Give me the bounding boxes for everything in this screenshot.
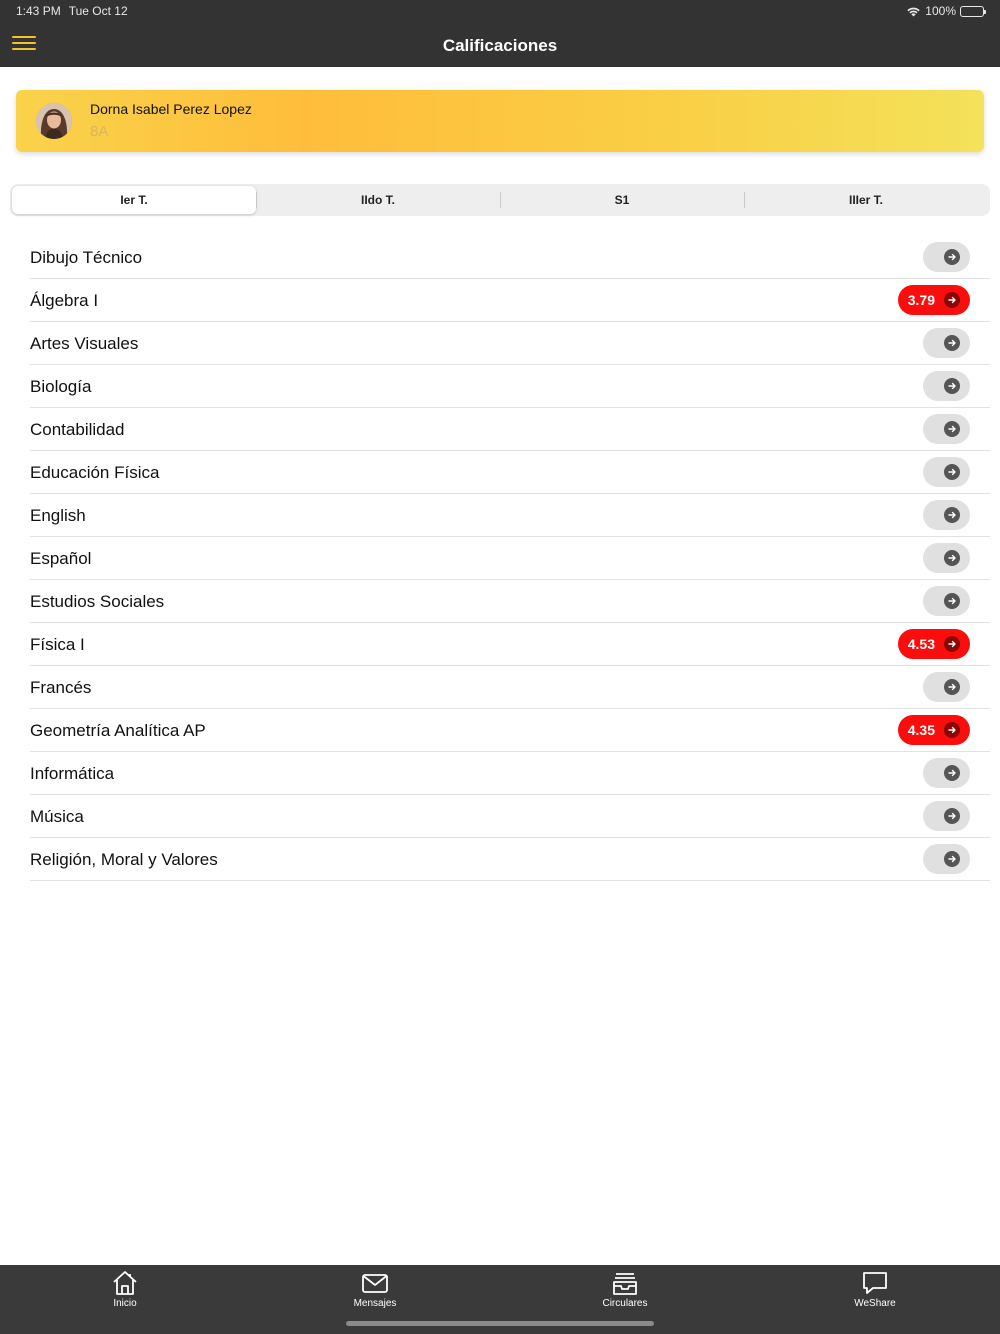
segment-divider [500, 192, 501, 208]
grade-row[interactable] [30, 666, 990, 709]
grade-row[interactable] [30, 236, 990, 279]
grade-badge[interactable] [923, 328, 970, 358]
top-bar [0, 0, 1000, 67]
subject-name: Francés [30, 678, 92, 697]
grade-row[interactable] [30, 795, 990, 838]
grade-row[interactable] [30, 494, 990, 537]
grade-row[interactable] [30, 365, 990, 408]
subject-name: Educación Física [30, 463, 160, 482]
grade-badge[interactable] [898, 285, 970, 315]
grade-row[interactable] [30, 537, 990, 580]
grade-row[interactable] [30, 838, 990, 881]
segment-term-2[interactable] [256, 186, 500, 214]
grade-badge[interactable] [923, 457, 970, 487]
grade-badge[interactable] [923, 758, 970, 788]
grade-badge[interactable] [923, 801, 970, 831]
arrow-right-icon [944, 765, 960, 781]
segment-divider [744, 192, 745, 208]
subject-name: Música [30, 807, 84, 826]
grade-value: 4.35 [907, 722, 935, 738]
subject-name: Álgebra I [30, 291, 99, 310]
segment-label: Ier T. [120, 193, 148, 207]
grade-badge[interactable] [898, 715, 970, 745]
tab-label: Circulares [602, 1298, 648, 1309]
student-name: Dorna Isabel Perez Lopez [90, 101, 252, 117]
grade-badge[interactable] [898, 629, 970, 659]
subject-name: Biología [30, 377, 92, 396]
grade-row[interactable] [30, 752, 990, 795]
arrow-right-icon [944, 464, 960, 480]
arrow-right-icon [944, 292, 960, 308]
grade-row[interactable] [30, 322, 990, 365]
battery-percent: 100% [925, 4, 956, 18]
grade-value: 4.53 [907, 636, 935, 652]
grade-row[interactable] [30, 623, 990, 666]
tab-label: Inicio [113, 1298, 137, 1309]
arrow-right-icon [944, 593, 960, 609]
subject-name: Física I [30, 635, 85, 654]
grades-list [30, 236, 990, 881]
arrow-right-icon [944, 808, 960, 824]
subject-name: Contabilidad [30, 420, 125, 439]
grade-row[interactable] [30, 580, 990, 623]
arrow-right-icon [944, 550, 960, 566]
student-card[interactable] [16, 90, 984, 152]
grade-row[interactable] [30, 451, 990, 494]
home-indicator [346, 1321, 654, 1326]
grade-badge[interactable] [923, 242, 970, 272]
chat-bubble-icon [861, 1270, 889, 1296]
grade-row[interactable] [30, 279, 990, 322]
home-icon [111, 1270, 139, 1296]
wifi-icon [906, 6, 921, 17]
arrow-right-icon [944, 335, 960, 351]
subject-name: English [30, 506, 86, 525]
subject-name: Estudios Sociales [30, 592, 165, 611]
grade-badge[interactable] [923, 586, 970, 616]
segment-label: IIIer T. [848, 193, 883, 207]
arrow-right-icon [944, 636, 960, 652]
grade-badge[interactable] [923, 414, 970, 444]
arrow-right-icon [944, 851, 960, 867]
grade-row[interactable] [30, 408, 990, 451]
arrow-right-icon [944, 249, 960, 265]
student-group: 8A [90, 123, 109, 140]
grade-badge[interactable] [923, 672, 970, 702]
tab-weshare[interactable] [750, 1265, 1000, 1334]
segment-term-1[interactable] [12, 186, 256, 214]
arrow-right-icon [944, 507, 960, 523]
tab-label: Mensajes [353, 1298, 397, 1309]
status-date: Tue Oct 12 [68, 4, 128, 18]
grade-badge[interactable] [923, 844, 970, 874]
subject-name: Religión, Moral y Valores [30, 850, 218, 869]
inbox-tray-icon [611, 1270, 639, 1296]
envelope-icon [361, 1270, 389, 1296]
status-clock: 1:43 PM [16, 4, 61, 18]
subject-name: Dibujo Técnico [30, 248, 143, 267]
tab-inicio[interactable] [0, 1265, 250, 1334]
tab-label: WeShare [854, 1298, 896, 1309]
avatar [36, 103, 72, 139]
arrow-right-icon [944, 722, 960, 738]
subject-name: Español [30, 549, 92, 568]
grade-badge[interactable] [923, 543, 970, 573]
term-segmented-control [10, 184, 990, 216]
arrow-right-icon [944, 378, 960, 394]
segment-s1[interactable] [500, 186, 744, 214]
segment-term-3[interactable] [744, 186, 988, 214]
subject-name: Artes Visuales [30, 334, 139, 353]
grade-value: 3.79 [907, 292, 935, 308]
arrow-right-icon [944, 679, 960, 695]
grade-row[interactable] [30, 709, 990, 752]
page-title: Calificaciones [442, 36, 558, 55]
arrow-right-icon [944, 421, 960, 437]
segment-divider [256, 192, 257, 208]
grade-badge[interactable] [923, 500, 970, 530]
segment-label: IIdo T. [361, 193, 395, 207]
subject-name: Geometría Analítica AP [30, 721, 206, 740]
status-time [16, 4, 128, 18]
battery-icon [960, 6, 984, 17]
segment-label: S1 [614, 193, 630, 207]
subject-name: Informática [30, 764, 115, 783]
status-right [906, 4, 984, 18]
grade-badge[interactable] [923, 371, 970, 401]
